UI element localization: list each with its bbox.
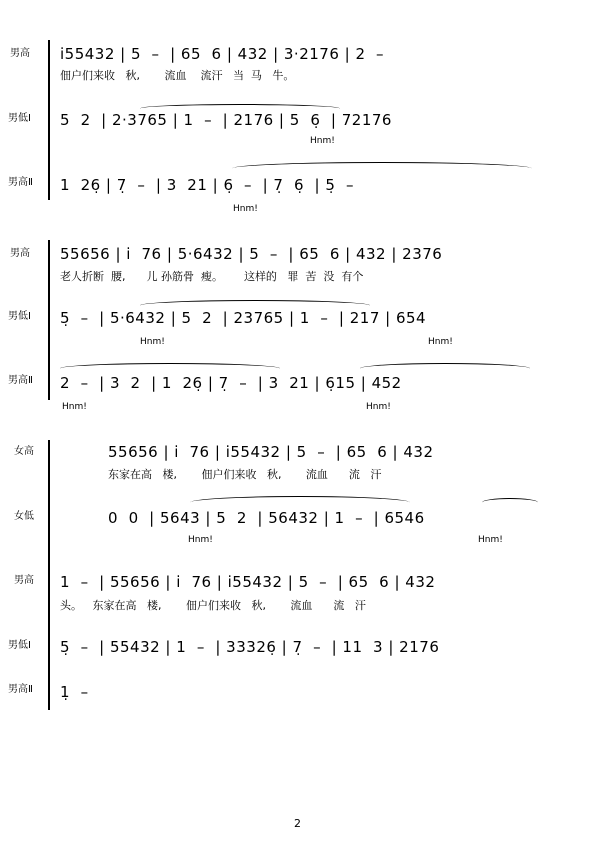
- phrase-slur: [482, 498, 538, 507]
- notes-row: 0 0 | 5643 | 5 2 | 56432 | 1 – | 6546: [108, 509, 425, 527]
- phrase-slur: [140, 300, 370, 311]
- phrase-slur: [360, 363, 530, 374]
- notes-row: 5̣ – | 55432 | 1 – | 33326̣ | 7̣ – | 11 3 | 2176: [60, 638, 440, 656]
- part-label-nvdi: 女低: [14, 511, 34, 522]
- notes-row: 1 – | 55656 | i̇ 76 | i̇55432 | 5 – | 65 6 | 432: [60, 573, 436, 591]
- humming-mark: Hnm!: [140, 337, 165, 347]
- part-label-nangao: 男高: [10, 248, 30, 259]
- lyrics-row: 佃户们来收 秋, 流血 流汗 当 马 牛。: [60, 69, 295, 82]
- part-label-nangao: 男高: [14, 575, 34, 586]
- humming-mark: Hnm!: [62, 402, 87, 412]
- notes-row: 5 2 | 2·3765 | 1 – | 2176 | 5 6̣ | 72176: [60, 111, 392, 129]
- humming-mark: Hnm!: [366, 402, 391, 412]
- part-label-nangao2: 男高Ⅱ: [8, 177, 33, 188]
- notes-row: 55656 | i̇ 76 | 5·6432 | 5 – | 65 6 | 432 | 2376: [60, 245, 443, 263]
- phrase-slur: [190, 496, 410, 509]
- part-label-nangao: 男高: [10, 48, 30, 59]
- lyrics-row: 头。 东家在高 楼, 佃户们来收 秋, 流血 流 汗: [60, 599, 366, 612]
- part-label-nandi1: 男低Ⅰ: [8, 640, 31, 651]
- humming-mark: Hnm!: [310, 136, 335, 146]
- part-label-nandi1: 男低Ⅰ: [8, 113, 31, 124]
- humming-mark: Hnm!: [233, 204, 258, 214]
- page-number: 2: [294, 817, 301, 830]
- notes-row: 1 26̣ | 7̣ – | 3 21 | 6̣ – | 7̣ 6̣ | 5̣ –: [60, 176, 354, 194]
- phrase-slur: [140, 104, 340, 113]
- humming-mark: Hnm!: [428, 337, 453, 347]
- system-bracket: [48, 440, 54, 710]
- part-label-nangao2: 男高Ⅱ: [8, 375, 33, 386]
- notes-row: 5̣ – | 5·6432 | 5 2 | 23765 | 1 – | 217 | 654: [60, 309, 427, 327]
- phrase-slur: [232, 162, 532, 175]
- system-bracket: [48, 240, 54, 400]
- lyrics-row: 老人折断 腰, 儿 孙筋骨 瘦。 这样的 罪 苦 没 有个: [60, 270, 364, 283]
- part-label-nangao2: 男高Ⅱ: [8, 684, 33, 695]
- humming-mark: Hnm!: [188, 535, 213, 545]
- notes-row: 2 – | 3 2 | 1 26̣ | 7̣ – | 3 21 | 6̣15 | 452: [60, 374, 402, 392]
- notes-row: 55656 | i̇ 76 | i̇55432 | 5 – | 65 6 | 432: [108, 443, 434, 461]
- humming-mark: Hnm!: [478, 535, 503, 545]
- notes-row: i̇55432 | 5 – | 65 6 | 432 | 3·2176 | 2 –: [60, 45, 385, 63]
- system-bracket: [48, 40, 54, 200]
- notes-row: 1̣ –: [60, 683, 89, 701]
- lyrics-row: 东家在高 楼, 佃户们来收 秋, 流血 流 汗: [108, 468, 382, 481]
- phrase-slur: [60, 363, 280, 374]
- part-label-nvgao: 女高: [14, 446, 34, 457]
- part-label-nandi1: 男低Ⅰ: [8, 311, 31, 322]
